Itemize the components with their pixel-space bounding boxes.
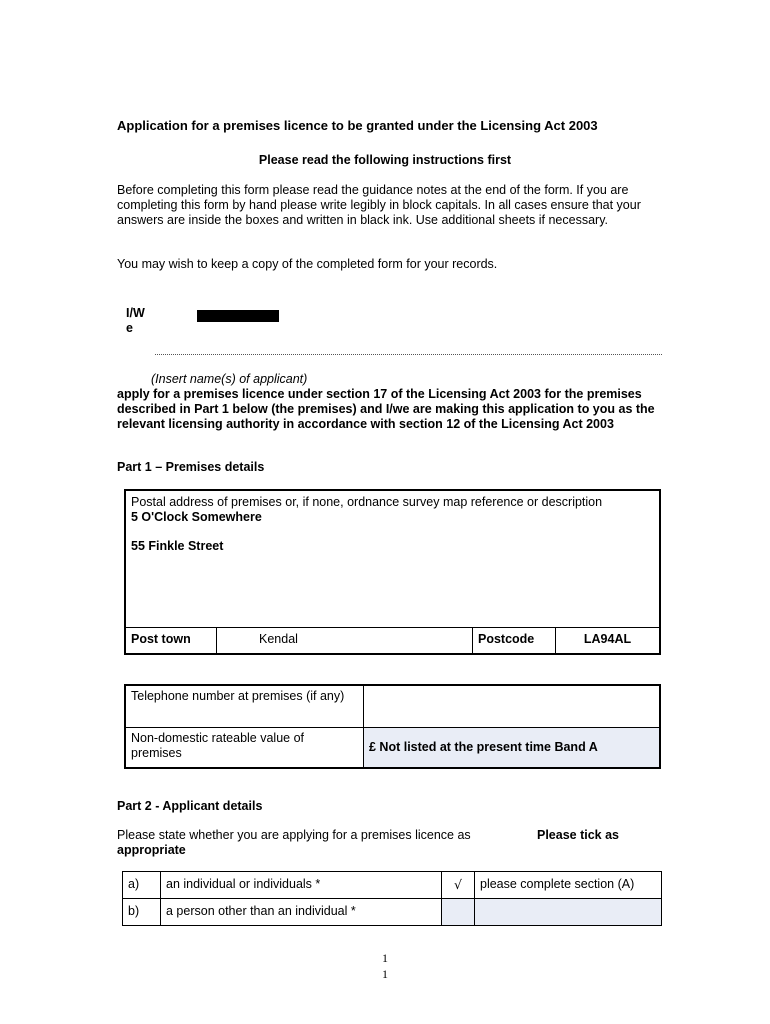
option-label: an individual or individuals * <box>161 872 442 898</box>
option-note <box>475 899 661 925</box>
instructions-heading: Please read the following instructions first <box>258 153 512 167</box>
iw-label: I/W <box>126 306 145 320</box>
page-number: 1 <box>382 951 388 965</box>
option-note: please complete section (A) <box>480 877 635 891</box>
tick-instruction: Please tick as <box>537 828 620 842</box>
applicant-name-line[interactable] <box>155 354 662 355</box>
iw-label-cont: e <box>126 321 133 335</box>
applicant-type-table <box>122 871 662 926</box>
option-row-b <box>123 898 661 925</box>
telephone-value[interactable] <box>364 686 659 727</box>
post-town-row <box>126 627 659 653</box>
form-title: Application for a premises licence to be granted under the Licensing Act 2003 <box>117 118 598 133</box>
part2-heading: Part 2 - Applicant details <box>117 799 263 813</box>
redacted-applicant-name <box>197 310 279 322</box>
insert-name-hint: (Insert name(s) of applicant) <box>151 372 308 386</box>
post-town-label: Post town <box>126 627 217 653</box>
telephone-label: Telephone number at premises (if any) <box>126 686 364 727</box>
option-tick-box[interactable] <box>442 899 475 925</box>
rateable-value-row <box>126 728 659 767</box>
option-label: a person other than an individual * <box>161 899 442 925</box>
applicant-type-prompt: Please state whether you are applying for a premises licence as <box>117 828 471 842</box>
option-letter: a) <box>123 872 161 898</box>
option-tick-box[interactable]: √ <box>442 872 475 898</box>
page-number-repeat: 1 <box>382 967 388 981</box>
premises-info-table <box>124 684 661 769</box>
address-label: Postal address of premises or, if none, ordnance survey map reference or description <box>131 495 603 509</box>
rateable-value-label: Non-domestic rateable value of premises <box>126 728 364 767</box>
option-row-a <box>123 872 661 898</box>
copy-note: You may wish to keep a copy of the completed form for your records. <box>117 257 498 271</box>
address-cell[interactable] <box>126 491 659 628</box>
post-town-value[interactable]: Kendal <box>217 627 473 653</box>
address-line-1: 5 O'Clock Somewhere <box>131 510 262 524</box>
postcode-label: Postcode <box>473 627 556 653</box>
tick-instruction-cont: appropriate <box>117 843 186 857</box>
application-declaration: apply for a premises licence under section 17 of the Licensing Act 2003 for the premises described in Part 1 below (the premises) and I/we are making this application to you as the relevant licensing authority in accordance with section 12 of the Licensing Act 2003 <box>117 387 655 431</box>
option-letter: b) <box>123 899 161 925</box>
intro-paragraph: Before completing this form please read the guidance notes at the end of the form. If you are completing this form by hand please write legibly in block capitals. In all cases ensure that your answers are inside the boxes and written in black ink. Use additional sheets if necessary. <box>117 183 641 227</box>
rateable-value[interactable]: £ Not listed at the present time Band A <box>364 728 659 767</box>
telephone-row <box>126 686 659 728</box>
part1-heading: Part 1 – Premises details <box>117 460 265 474</box>
address-line-2: 55 Finkle Street <box>131 539 224 553</box>
premises-address-table <box>124 489 661 655</box>
postcode-value[interactable]: LA94AL <box>583 632 632 646</box>
